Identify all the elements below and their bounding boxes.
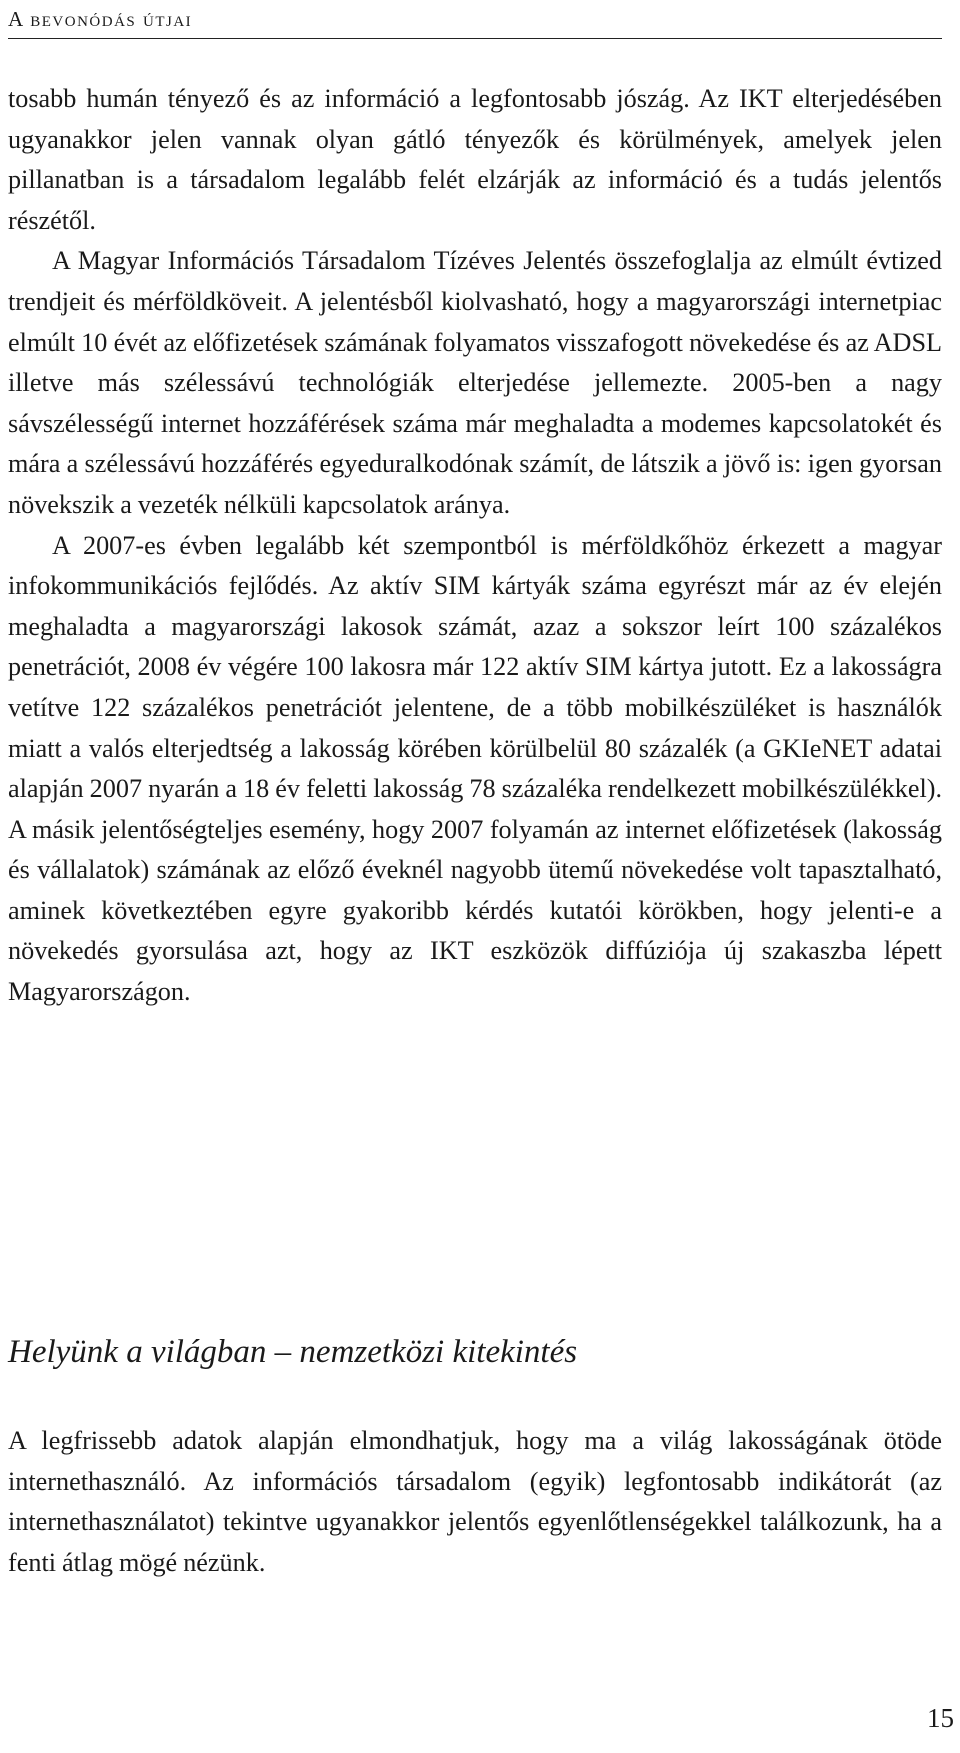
paragraph-report-summary: A Magyar Információs Társadalom Tízéves Jelentés összefoglalja az elmúlt évtized trendjeit és mérföldköveit. A jelentésből kiolvasható, hogy a magyarországi internetpiac elmúlt 10 évét az előfizetések számának folyamatos visszafogott növekedése és az ADSL illetve más szélessávú technológiák elterjedése jellemezte. 2005-ben a nagy sávszélességű internet hozzáférések száma már meghaladta a modemes kapcsolatokét és mára a szélessávú hozzáférés egyeduralkodónak számít, de látszik a jövő is: igen gyorsan növekszik a vezeték nélküli kapcsolatok aránya. [8, 246, 942, 519]
page-number: 15 [927, 1703, 954, 1733]
paragraph-continuation: tosabb humán tényező és az információ a legfontosabb jószág. Az IKT elterjedésében ugyanakkor jelen vannak olyan gátló tényezők és körülmények, amelyek jelen pillanatban is a társadalom legalább felét elzárják az információ és a tudás jelentős részétől. [8, 84, 942, 235]
running-header [8, 2, 942, 39]
body-text [8, 79, 942, 1013]
section-body [8, 1421, 942, 1583]
paragraph-world-overview: A legfrissebb adatok alapján elmondhatjuk, hogy ma a világ lakosságának ötöde internethasználó. Az információs társadalom (egyik) legfontosabb indikátorát (az internethasználatot) tekintve ugyanakkor jelentős egyenlőtlenségekkel találkozunk, ha a fenti átlag mögé nézünk. [8, 1426, 942, 1577]
paragraph-2007-milestones: A 2007-es évben legalább két szempontból is mérföldkőhöz érkezett a magyar infokommunikációs fejlődés. Az aktív SIM kártyák száma egyrészt már az év elején meghaladta a magyarországi lakosok számát, azaz a sokszor leírt 100 százalékos penetrációt, 2008 év végére 100 lakosra már 122 aktív SIM kártya jutott. Ez a lakosságra vetítve 122 százalékos penetrációt jelentene, de a több mobilkészüléket is használók miatt a valós elterjedtség a lakosság körében körülbelül 80 százalék (a GKIeNET adatai alapján 2007 nyarán a 18 év feletti lakosság 78 százaléka rendelkezett mobilkészülékkel). A másik jelentőségteljes esemény, hogy 2007 folyamán az internet előfizetések (lakosság és vállalatok) számának az előző éveknél nagyobb ütemű növekedése volt tapasztalható, aminek következtében egyre gyakoribb kérdés kutatói körökben, hogy jelenti-e a növekedés gyorsulása azt, hogy az IKT eszközök diffúziója új szakaszba lépett Magyarországon. [8, 530, 942, 1007]
section-heading: Helyünk a világban – nemzetközi kitekintés [8, 1334, 578, 1370]
running-title: A bevonódás útjai [8, 7, 193, 31]
